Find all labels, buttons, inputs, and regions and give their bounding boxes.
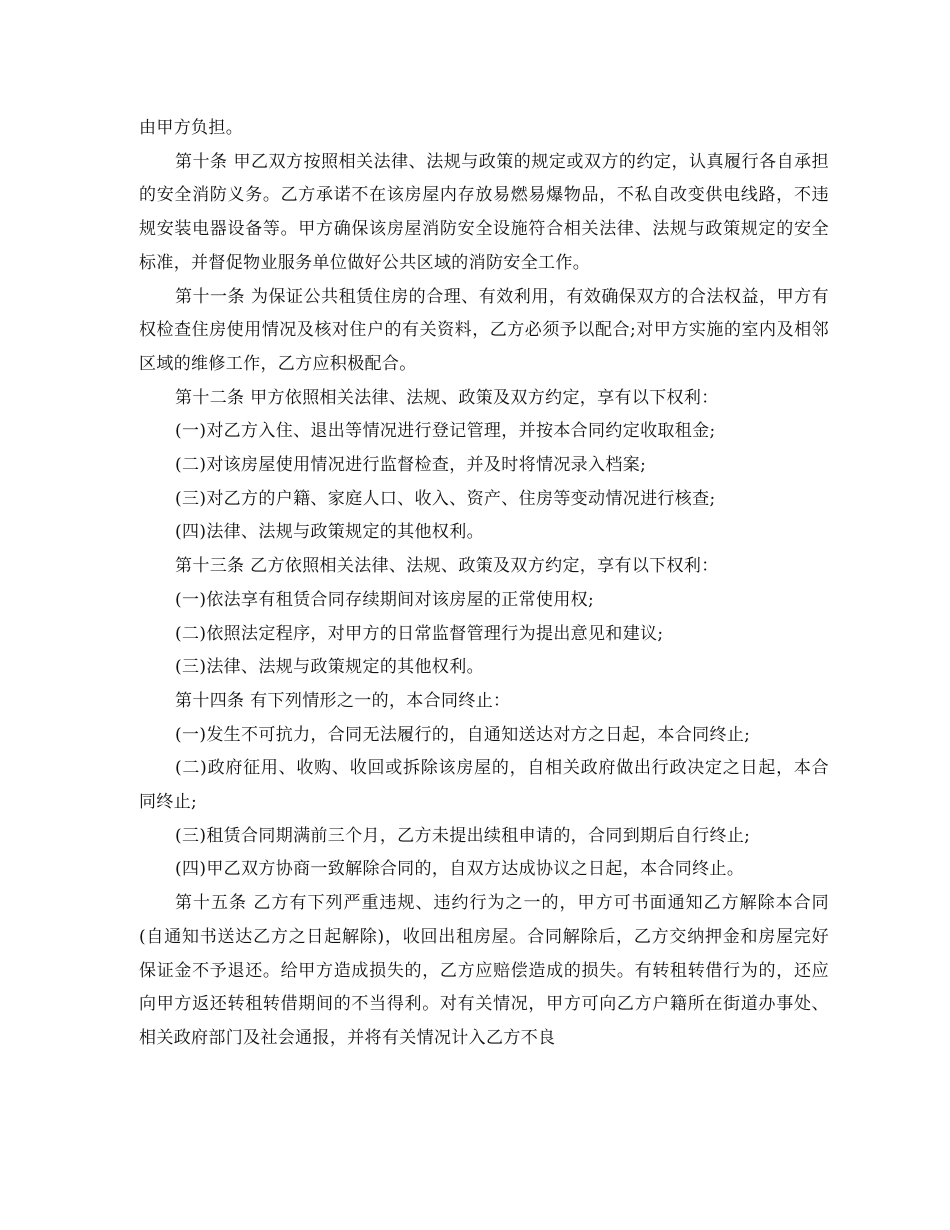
list-item: (四)甲乙双方协商一致解除合同的，自双方达成协议之日起，本合同终止。	[175, 859, 745, 880]
paragraph: 由甲方负担。	[139, 118, 244, 138]
paragraph-article-14: 第十四条 有下列情形之一的，本合同终止：	[175, 690, 511, 711]
paragraph-article-13: 第十三条 乙方依照相关法律、法规、政策及双方约定，享有以下权利：	[175, 556, 719, 577]
paragraph-article-15: 第十五条 乙方有下列严重违规、违约行为之一的，甲方可书面通知乙方解除本合同(自通知书送达乙方之日起解除)，收回出租房屋。合同解除后，乙方交纳押金和房屋完好保证金不予退还。给甲方造成损失的，乙方应赔偿造成的损失。有转租转借行为的，还应向甲方返还转租转借期间的不当得利。对有关情况，甲方可向乙方户籍所在街道办事处、相关政府部门及社会通报，并将有关情况计入乙方不良	[139, 893, 829, 1048]
list-item: (二)政府征用、收购、收回或拆除该房屋的，自相关政府做出行政决定之日起，本合同终止;	[139, 758, 829, 813]
list-item: (三)对乙方的户籍、家庭人口、收入、资产、住房等变动情况进行核查;	[175, 488, 716, 509]
list-item: (二)依照法定程序，对甲方的日常监督管理行为提出意见和建议;	[175, 623, 664, 644]
list-item: (一)依法享有租赁合同存续期间对该房屋的正常使用权;	[175, 589, 595, 610]
list-item: (三)法律、法规与政策规定的其他权利。	[175, 657, 484, 678]
list-item: (四)法律、法规与政策规定的其他权利。	[175, 522, 484, 543]
list-item: (三)租赁合同期满前三个月，乙方未提出续租申请的，合同到期后自行终止;	[175, 825, 751, 846]
paragraph-article-10: 第十条 甲乙双方按照相关法律、法规与政策的规定或双方的约定，认真履行各自承担的安全消防义务。乙方承诺不在该房屋内存放易燃易爆物品，不私自改变供电线路，不违规安装电器设备等。甲方确保该房屋消防安全设施符合相关法律、法规与政策规定的安全标准，并督促物业服务单位做好公共区域的消防安全工作。	[139, 151, 829, 273]
document-body	[139, 112, 829, 1056]
list-item: (二)对该房屋使用情况进行监督检查，并及时将情况录入档案;	[175, 455, 647, 476]
list-item: (一)对乙方入住、退出等情况进行登记管理，并按本合同约定收取租金;	[175, 421, 716, 442]
paragraph-article-11: 第十一条 为保证公共租赁住房的合理、有效利用，有效确保双方的合法权益，甲方有权检查住房使用情况及核对住户的有关资料，乙方必须予以配合;对甲方实施的室内及相邻区域的维修工作，乙方应积极配合。	[139, 286, 829, 374]
paragraph-article-12: 第十二条 甲方依照相关法律、法规、政策及双方约定，享有以下权利：	[175, 387, 719, 408]
list-item: (一)发生不可抗力，合同无法履行的，自通知送达对方之日起，本合同终止;	[175, 724, 751, 745]
